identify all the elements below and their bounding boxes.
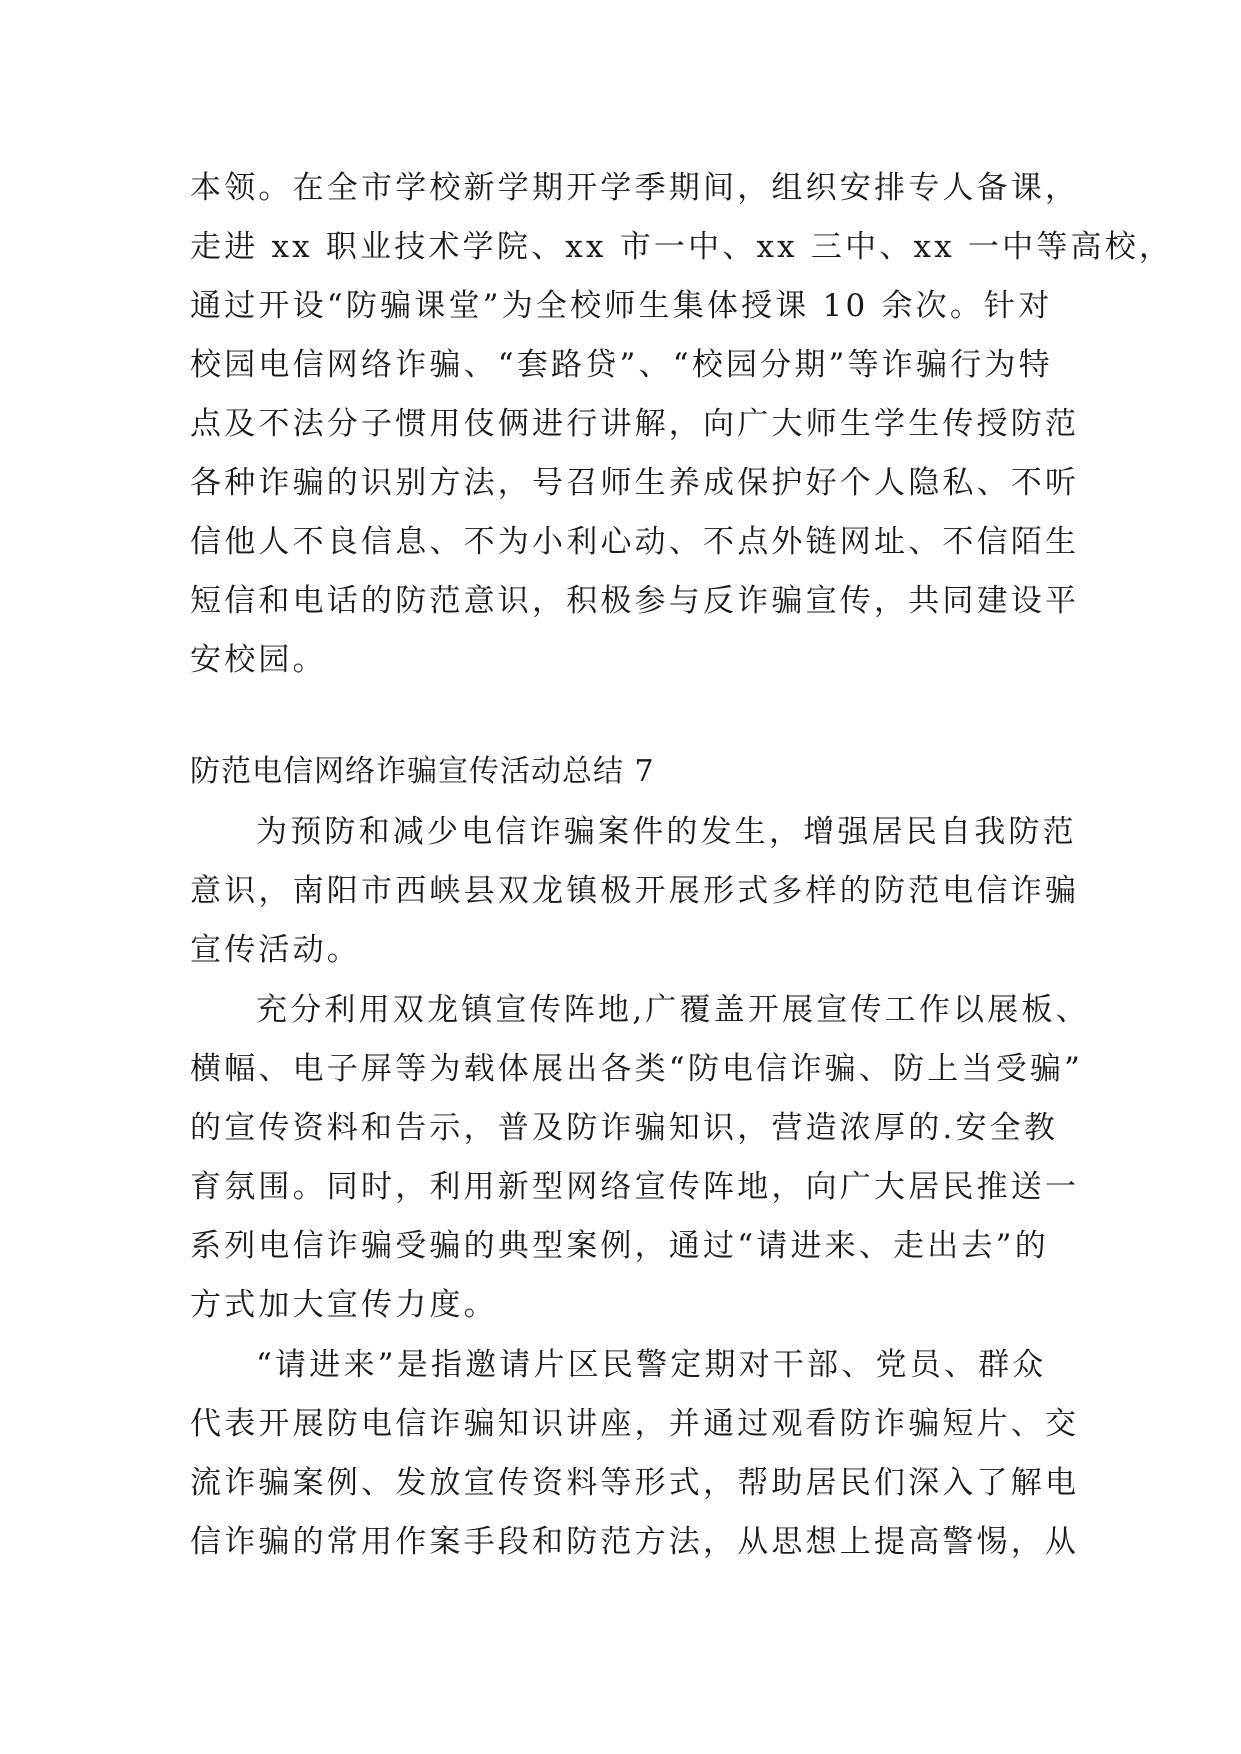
body-text-line: 信诈骗的常用作案手段和防范方法，从思想上提高警惕，从 xyxy=(190,1524,1080,1560)
body-text-line: 本领。在全市学校新学期开学季期间，组织安排专人备课， xyxy=(190,170,1080,206)
body-text-line: 宣传活动。 xyxy=(190,932,361,968)
body-text-line: 方式加大宣传力度。 xyxy=(190,1287,498,1323)
body-text-line: 点及不法分子惯用伎俩进行讲解，向广大师生学生传授防范 xyxy=(190,406,1080,442)
body-text-line: 流诈骗案例、发放宣传资料等形式，帮助居民们深入了解电 xyxy=(190,1465,1080,1501)
body-text-line: 系列电信诈骗受骗的典型案例，通过“请进来、走出去”的 xyxy=(190,1228,1049,1264)
section-heading: 防范电信网络诈骗宣传活动总结 7 xyxy=(190,754,655,789)
body-text-line: 通过开设“防骗课堂”为全校师生集体授课 10 余次。针对 xyxy=(190,288,1053,324)
body-text-line: 为预防和减少电信诈骗案件的发生，增强居民自我防范 xyxy=(256,814,1077,850)
body-text-line: 校园电信网络诈骗、“套路贷”、“校园分期”等诈骗行为特 xyxy=(190,347,1053,383)
body-text-line: 横幅、电子屏等为载体展出各类“防电信诈骗、防上当受骗” xyxy=(190,1051,1084,1087)
body-text-line: “请进来”是指邀请片区民警定期对干部、党员、群众 xyxy=(256,1347,1047,1383)
body-text-line: 育氛围。同时，利用新型网络宣传阵地，向广大居民推送一 xyxy=(190,1169,1080,1205)
body-text-line: 充分利用双龙镇宣传阵地,广覆盖开展宣传工作以展板、 xyxy=(256,992,1090,1028)
body-text-line: 信他人不良信息、不为小利心动、不点外链网址、不信陌生 xyxy=(190,524,1080,560)
body-text-line: 各种诈骗的识别方法，号召师生养成保护好个人隐私、不听 xyxy=(190,465,1080,501)
body-text-line: 意识，南阳市西峡县双龙镇极开展形式多样的防范电信诈骗 xyxy=(190,873,1080,909)
body-text-line: 短信和电话的防范意识，积极参与反诈骗宣传，共同建设平 xyxy=(190,583,1080,619)
body-text-line: 安校园。 xyxy=(190,642,327,678)
body-text-line: 代表开展防电信诈骗知识讲座，并通过观看防诈骗短片、交 xyxy=(190,1406,1080,1442)
body-text-line: 的宣传资料和告示，普及防诈骗知识，营造浓厚的.安全教 xyxy=(190,1110,1059,1146)
body-text-line: 走进 xx 职业技术学院、xx 市一中、xx 三中、xx 一中等高校， xyxy=(190,229,1174,265)
